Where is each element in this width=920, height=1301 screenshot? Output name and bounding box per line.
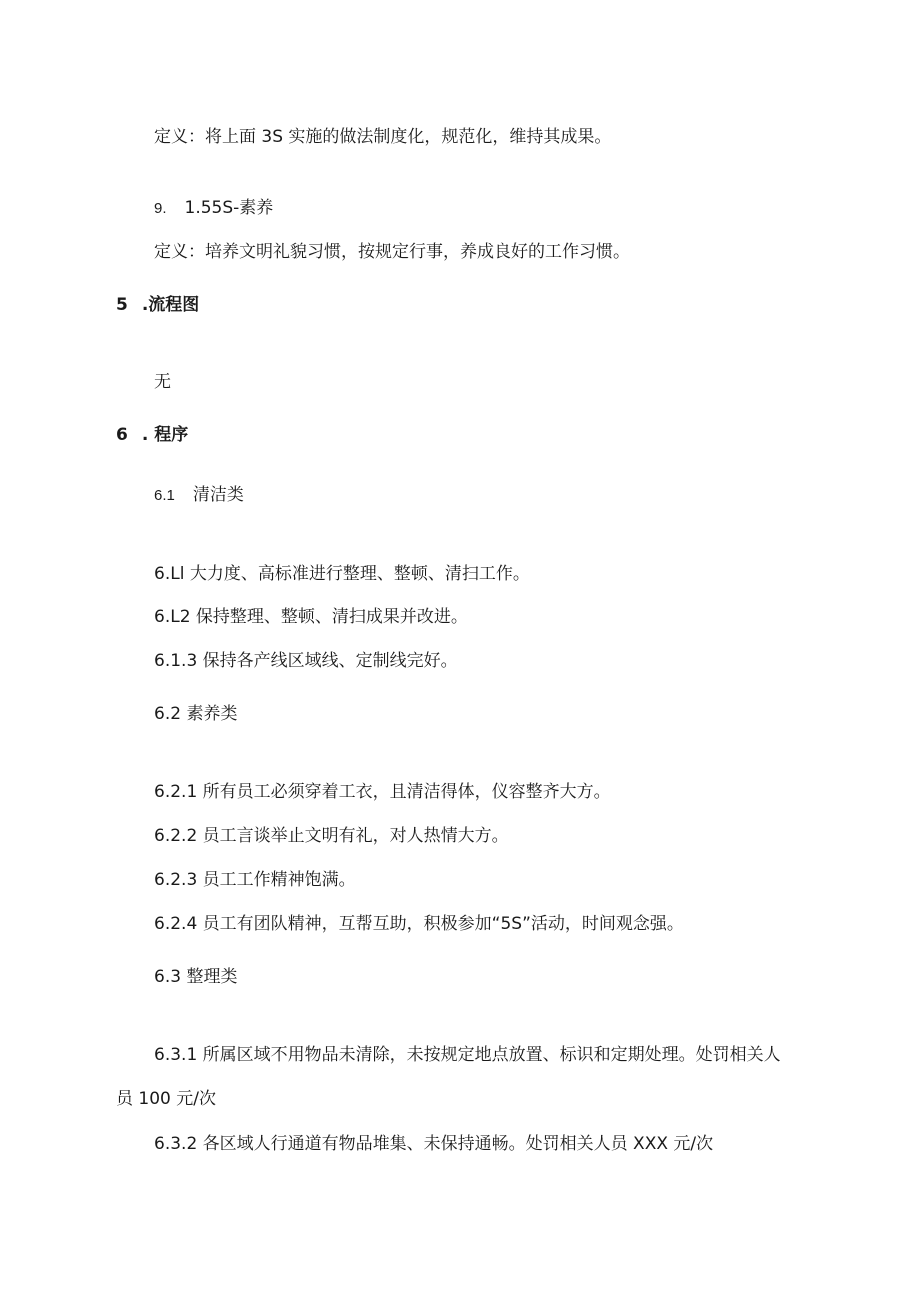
- section-5-number: 5: [116, 295, 128, 315]
- section-5-content: 无: [154, 372, 171, 392]
- subsection-6-1-title: 清洁类: [192, 485, 244, 505]
- definition-shitsuke: 定义：培养文明礼貌习惯，按规定行事，养成良好的工作习惯。: [154, 242, 630, 262]
- section-5-heading: [116, 294, 199, 316]
- list-item: 6.2.3 员工工作精神饱满。: [154, 870, 356, 890]
- list-item: 6.3.2 各区域人行通道有物品堆集、未保持通畅。处罚相关人员 XXX 元/次: [154, 1134, 714, 1154]
- list-item: 6.Ll 大力度、高标准进行整理、整顿、清扫工作。: [154, 564, 530, 584]
- item-9-label: 1.55S-素养: [184, 198, 274, 218]
- section-6-number: 6: [116, 425, 128, 445]
- section-6-heading: [116, 424, 188, 446]
- list-item: 6.2.2 员工言谈举止文明有礼，对人热情大方。: [154, 826, 509, 846]
- list-item-continuation: 员 100 元/次: [116, 1089, 216, 1109]
- subsection-6-1-number: 6.1: [154, 487, 175, 504]
- list-item: 6.2.1 所有员工必须穿着工衣，且清洁得体，仪容整齐大方。: [154, 782, 611, 802]
- section-5-title: .流程图: [141, 295, 200, 315]
- subsection-6-1-heading: [154, 484, 244, 507]
- definition-3s: 定义：将上面 3S 实施的做法制度化，规范化，维持其成果。: [154, 127, 612, 147]
- item-9-number: 9.: [154, 200, 167, 217]
- item-9-heading: [154, 197, 273, 220]
- list-item: 6.1.3 保持各产线区域线、定制线完好。: [154, 651, 458, 671]
- section-6-title: . 程序: [141, 425, 189, 445]
- list-item: 6.2.4 员工有团队精神，互帮互助，积极参加“5S”活动，时间观念强。: [154, 914, 684, 934]
- subsection-6-3-heading: 6.3 整理类: [154, 967, 238, 987]
- list-item: 6.3.1 所属区域不用物品未清除，未按规定地点放置、标识和定期处理。处罚相关人: [154, 1045, 781, 1065]
- subsection-6-2-heading: 6.2 素养类: [154, 704, 238, 724]
- list-item: 6.L2 保持整理、整顿、清扫成果并改进。: [154, 607, 468, 627]
